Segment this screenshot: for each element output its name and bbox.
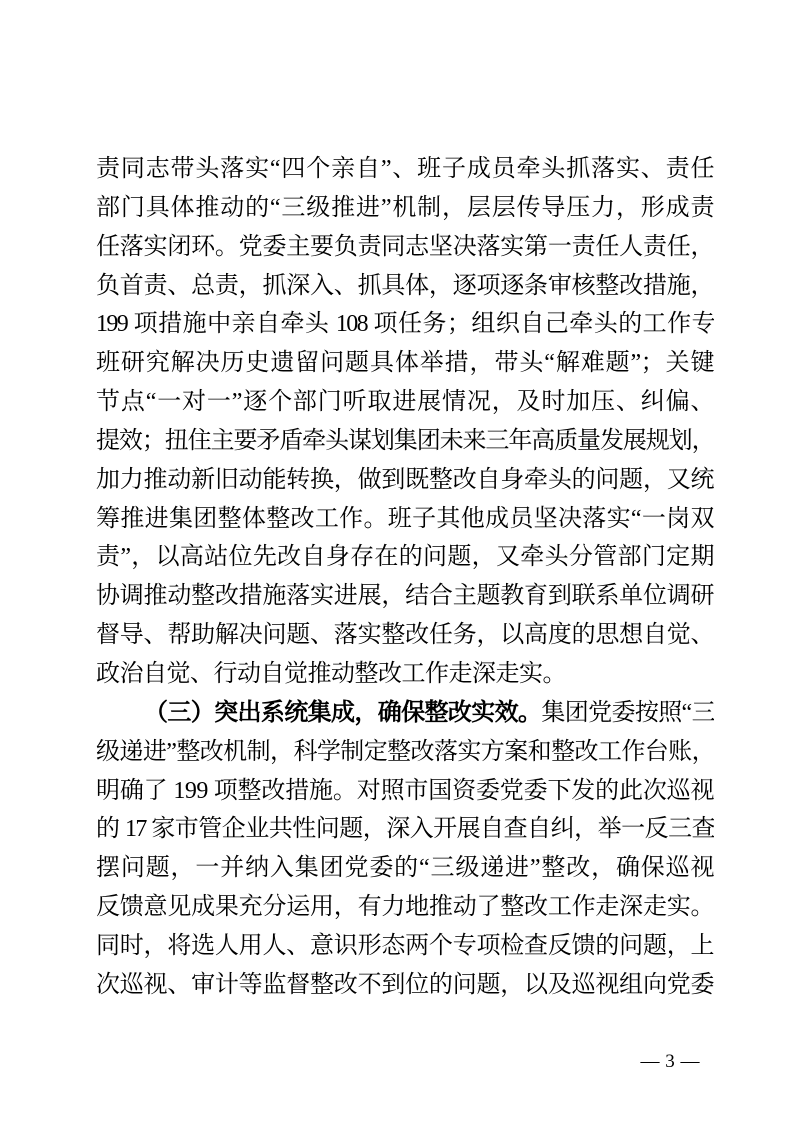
text-line: 部门具体推动的“三级推进”机制，层层传导压力，形成责 — [96, 194, 714, 221]
text-line: 加力推动新旧动能转换，做到既整改自身牵头的问题，又统 — [96, 466, 714, 493]
section-heading: （三）突出系统集成，确保整改实效。 — [144, 699, 542, 726]
text-line: 的 17 家市管企业共性问题，深入开展自查自纠，举一反三查 — [96, 816, 714, 843]
document-body — [96, 150, 714, 1005]
text-line: 负首责、总责，抓深入、抓具体，逐项逐条审核整改措施， — [96, 272, 714, 299]
text-line: 督导、帮助解决问题、落实整改任务，以高度的思想自觉、 — [96, 622, 714, 649]
text-line: 政治自觉、行动自觉推动整改工作走深走实。 — [96, 660, 566, 687]
text-line — [96, 694, 714, 733]
page-number: — 3 — — [640, 1051, 700, 1072]
text-line: 同时，将选人用人、意识形态两个专项检查反馈的问题，上 — [96, 932, 714, 959]
text-line: 节点“一对一”逐个部门听取进展情况，及时加压、纠偏、 — [96, 389, 714, 416]
text-line: 摆问题，一并纳入集团党委的“三级递进”整改，确保巡视 — [96, 855, 714, 882]
text-line: 明确了 199 项整改措施。对照市国资委党委下发的此次巡视 — [96, 777, 714, 804]
text-line: 级递进”整改机制，科学制定整改落实方案和整改工作台账， — [96, 738, 714, 765]
text-line: 协调推动整改措施落实进展，结合主题教育到联系单位调研 — [96, 583, 714, 610]
text-line: 提效；扭住主要矛盾牵头谋划集团未来三年高质量发展规划， — [96, 427, 714, 454]
text-line: 任落实闭环。党委主要负责同志坚决落实第一责任人责任， — [96, 233, 714, 260]
text-line: 反馈意见成果充分运用，有力地推动了整改工作走深走实。 — [96, 894, 714, 921]
text-line: 筹推进集团整体整改工作。班子其他成员坚决落实“一岗双 — [96, 505, 714, 532]
text-line: 次巡视、审计等监督整改不到位的问题，以及巡视组向党委 — [96, 971, 714, 998]
text-run: 集团党委按照“三 — [541, 699, 714, 726]
text-line: 班研究解决历史遗留问题具体举措，带头“解难题”；关键 — [96, 350, 714, 377]
text-line: 责同志带头落实“四个亲自”、班子成员牵头抓落实、责任 — [96, 156, 714, 182]
text-line: 199 项措施中亲自牵头 108 项任务；组织自己牵头的工作专 — [96, 311, 714, 338]
text-line: 责”，以高站位先改自身存在的问题，又牵头分管部门定期 — [96, 544, 714, 571]
